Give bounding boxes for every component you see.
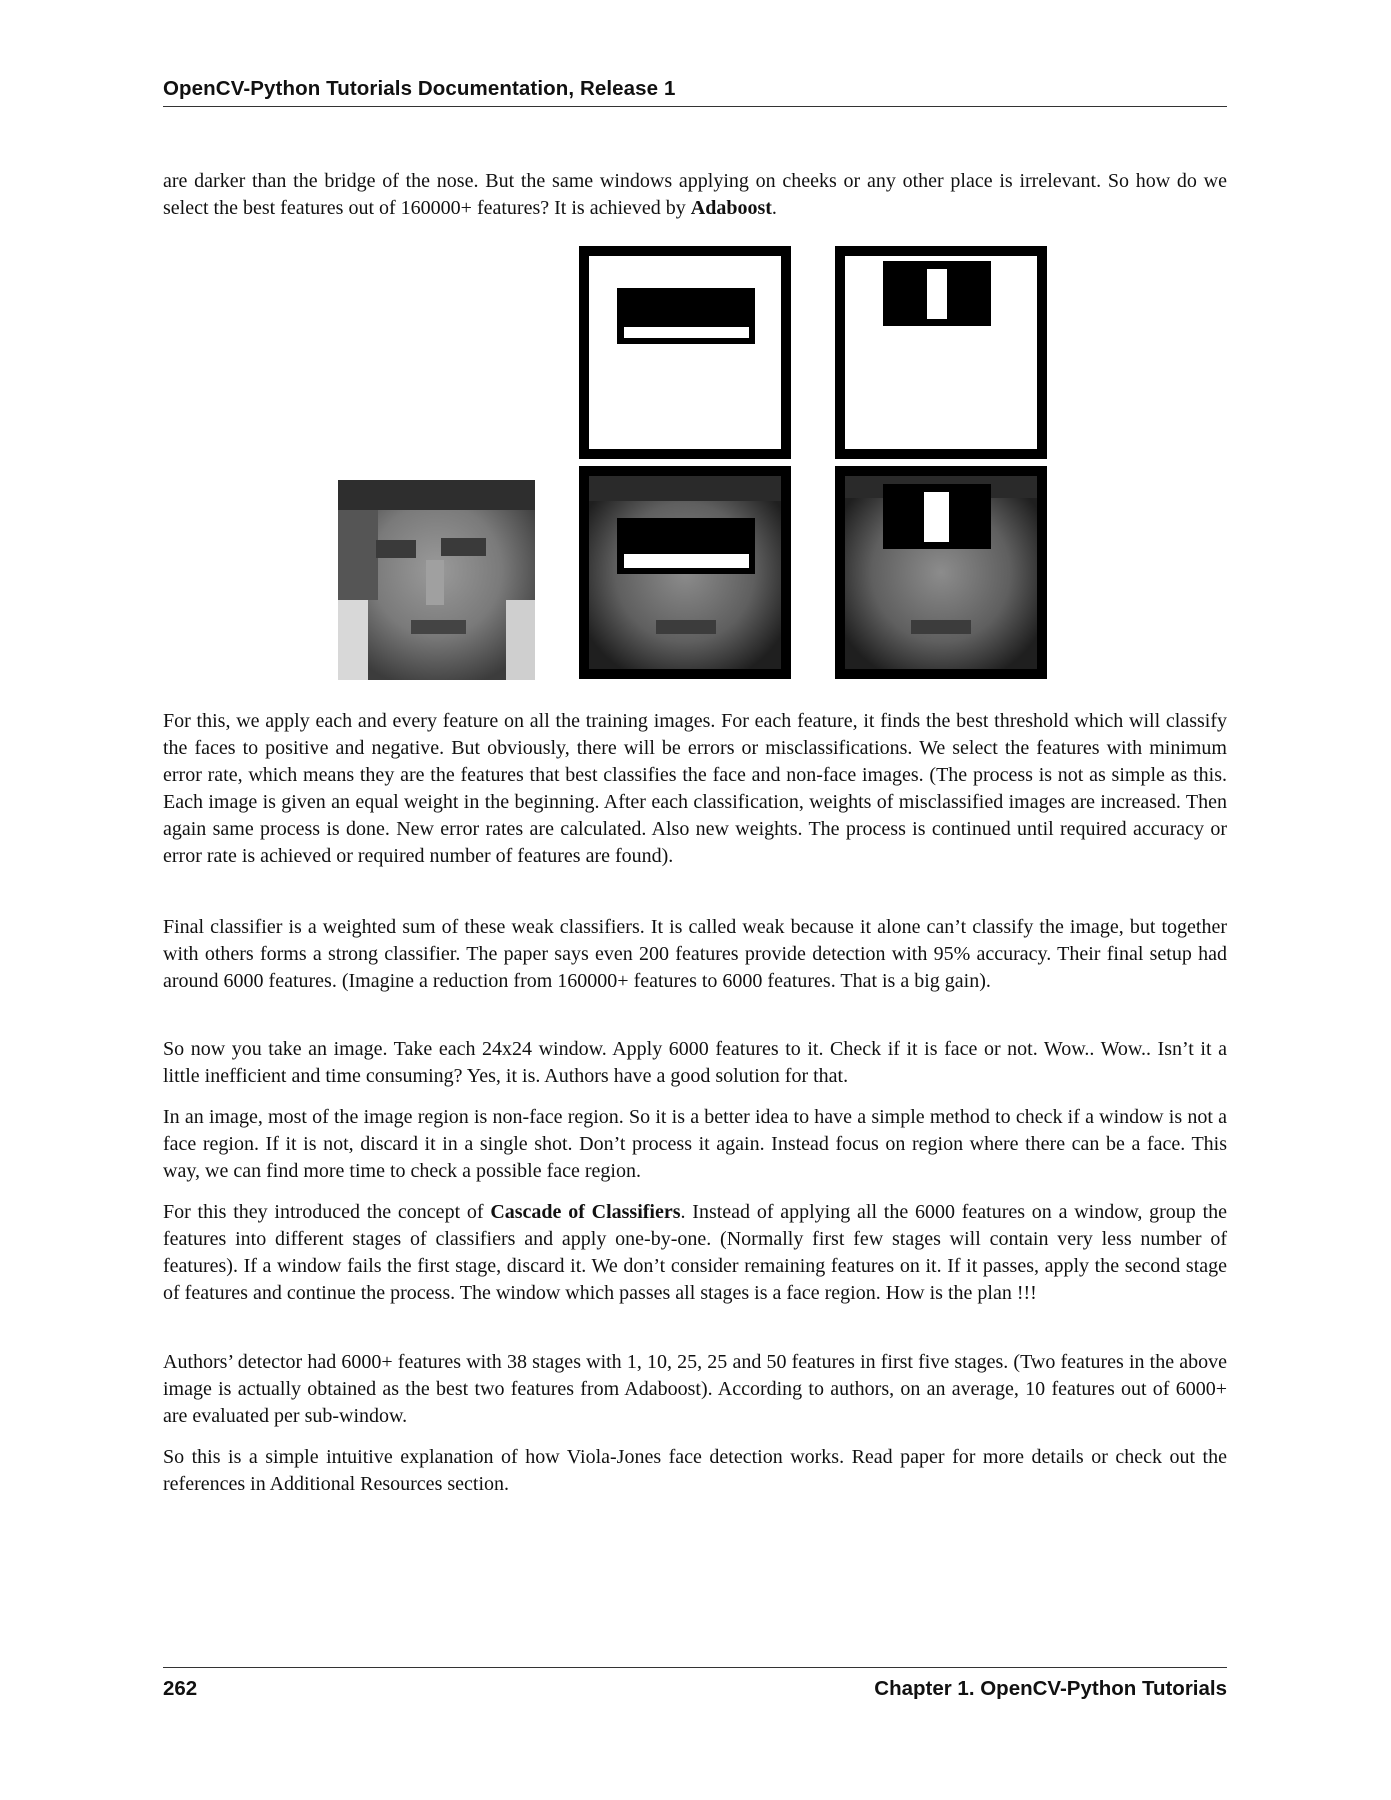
- cascade-post: . Instead of applying all the 6000 features on a window, group the features into different stages of classifiers and apply one-by-one. (Normally first few stages will contain very less number of features). If a window fails the first stage, discard it. We don’t consider remaining features on it. If it passes, apply the second stage of features and continue the process. The window which passes all stages is a face region. How is the plan !!!: [163, 1201, 1228, 1304]
- feature-template-eyes: [579, 246, 791, 459]
- feature-template-nose-bridge: [835, 246, 1047, 459]
- intro-end: .: [771, 197, 777, 219]
- intro-paragraph: [163, 168, 1227, 222]
- adaboost-term: Adaboost: [690, 197, 772, 219]
- paragraph-training: For this, we apply each and every feature on all the training images. For each feature, it finds the best threshold which will classify the faces to positive and negative. But obviously, there will be errors or misclassifications. We select the features with minimum error rate, which means they are the features that best classifies the face and non-face images. (The process is not as simple as this. Each image is given an equal weight in the beginning. After each classification, weights of misclassified images are increased. Then again same process is done. New error rates are calculated. Also new weights. The process is continued until required accuracy or error rate is achieved or required number of features are found).: [163, 710, 1227, 867]
- paragraph-final-classifier: Final classifier is a weighted sum of these weak classifiers. It is called weak because it alone can’t classify the image, but together with others forms a strong classifier. The paper says even 200 features provide detection with 95% accuracy. Their final setup had around 6000 features. (Imagine a reduction from 160000+ features to 6000 features. That is a big gain).: [163, 916, 1227, 992]
- paragraph-summary: So this is a simple intuitive explanation of how Viola-Jones face detection works. Read paper for more details or check out the references in Additional Resources section.: [163, 1446, 1227, 1495]
- running-header: OpenCV-Python Tutorials Documentation, Release 1: [163, 77, 676, 100]
- cascade-term: Cascade of Classifiers: [490, 1201, 681, 1223]
- header-rule: [163, 106, 1227, 107]
- face-with-nose-feature: [835, 466, 1047, 679]
- footer-rule: [163, 1667, 1227, 1668]
- paragraph-detector: Authors’ detector had 6000+ features with 38 stages with 1, 10, 25, 25 and 50 features in first five stages. (Two features in the above image is actually obtained as the best two features from Adaboost). According to authors, on an average, 10 features out of 6000+ are evaluated per sub-window.: [163, 1351, 1227, 1427]
- face-sample: [338, 480, 535, 680]
- intro-text: are darker than the bridge of the nose. But the same windows applying on cheeks or any other place is irrelevant. So how do we select the best features out of 160000+ features? It is achieved by: [163, 170, 1227, 219]
- paragraph-window: So now you take an image. Take each 24x24 window. Apply 6000 features to it. Check if it is face or not. Wow.. Wow.. Isn’t it a little inefficient and time consuming? Yes, it is. Authors have a good solution for that.: [163, 1038, 1227, 1087]
- paragraph-non-face: In an image, most of the image region is non-face region. So it is a better idea to have a simple method to check if a window is not a face region. If it is not, discard it in a single shot. Don’t process it again. Instead focus on region where there can be a face. This way, we can find more time to check a possible face region.: [163, 1106, 1227, 1182]
- cascade-pre: For this they introduced the concept of: [163, 1201, 491, 1223]
- page-number: 262: [163, 1677, 198, 1700]
- paragraph-cascade: [163, 1199, 1227, 1307]
- face-with-eyes-feature: [579, 466, 791, 679]
- haar-features-figure: [316, 240, 1086, 700]
- chapter-title: Chapter 1. OpenCV-Python Tutorials: [874, 1677, 1227, 1700]
